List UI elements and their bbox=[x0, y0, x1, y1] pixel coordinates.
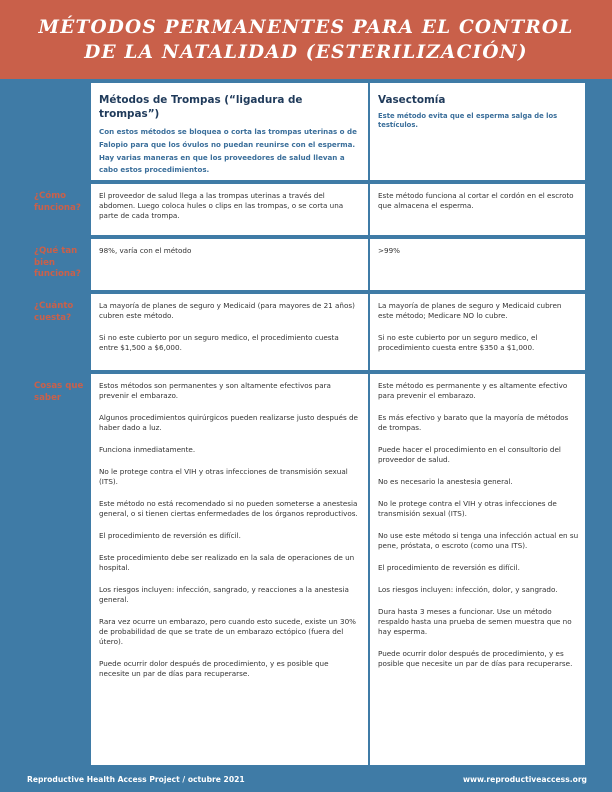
row-label-things-to-know bbox=[28, 374, 91, 765]
cell-text: El procedimiento de reversión es difícil. bbox=[378, 563, 520, 572]
cell-text: Rara vez ocurre un embarazo, pero cuando esto sucede, existe un 30% de probabilidad de que se trate de un embarazo ectópico (fuera del útero). bbox=[99, 617, 356, 646]
footer-website[interactable]: www.reproductiveaccess.org bbox=[462, 774, 587, 784]
cell-text: No use este método si tenga una infección actual en su pene, próstata, o escroto (como una ITS). bbox=[378, 531, 579, 550]
cell-text: Funciona inmediatamente. bbox=[99, 445, 196, 454]
cell-text: El proveedor de salud llega a las trompas uterinas a través del abdomen. Luego coloca hules o clips en las trompas, o se corta una parte de cada trompa. bbox=[99, 191, 344, 220]
cell-text: Puede hacer el procedimiento en el consultorio del proveedor de salud. bbox=[378, 445, 561, 464]
cell-text: No es necesario la anestesia general. bbox=[378, 477, 513, 486]
row-label-cost bbox=[28, 294, 91, 374]
row-label: Cosas que saber bbox=[34, 381, 84, 403]
cell-text: Puede ocurrir dolor después de procedimiento, y es posible que necesite un par de días para recuperarse. bbox=[378, 649, 573, 668]
vasectomy-heading: Vasectomía bbox=[378, 94, 446, 106]
cell-text: 98%, varía con el método bbox=[99, 246, 192, 255]
cell-text: Si no este cubierto por un seguro medico, el procedimiento cuesta entre $1,500 a $6,000. bbox=[99, 333, 339, 352]
title-line-1: MÉTODOS PERMANENTES PARA EL CONTROL bbox=[38, 16, 574, 38]
cell-text: Los riesgos incluyen: infección, sangrado, y reacciones a la anestesia general. bbox=[99, 585, 349, 604]
cell-text: Puede ocurrir dolor después de procedimiento, y es posible que necesite un par de días para recuperarse. bbox=[99, 659, 329, 678]
title-line-2: DE LA NATALIDAD (ESTERILIZACIÓN) bbox=[84, 41, 528, 63]
tubal-description: Con estos métodos se bloquea o corta las trompas uterinas o de Falopio para que los óvulos no puedan reunirse con el esperma. Hay varias maneras en que los proveedores de salud llevan a cabo estos procedimientos. bbox=[99, 127, 357, 175]
row-label: ¿Qué tan bien funciona? bbox=[34, 246, 81, 279]
row-label-how bbox=[28, 184, 91, 239]
cell-how-tubal bbox=[91, 184, 370, 239]
cell-text: Estos métodos son permanentes y son altamente efectivos para prevenir el embarazo. bbox=[99, 381, 331, 400]
cell-text: >99% bbox=[378, 246, 400, 255]
cell-text: No le protege contra el VIH y otras infecciones de transmisión sexual (ITS). bbox=[378, 499, 557, 518]
cell-text: Es más efectivo y barato que la mayoría de métodos de trompas. bbox=[378, 413, 569, 432]
cell-things-tubal bbox=[91, 374, 370, 765]
row-label: ¿Cuánto cuesta? bbox=[34, 301, 74, 323]
title-banner bbox=[0, 0, 612, 79]
cell-text: La mayoría de planes de seguro y Medicaid cubren este método; Medicare NO lo cubre. bbox=[378, 301, 562, 320]
cell-text: Algunos procedimientos quirúrgicos pueden realizarse justo después de haber dado a luz. bbox=[99, 413, 358, 432]
cell-text: Este método funciona al cortar el cordón en el escroto que almacena el esperma. bbox=[378, 191, 574, 210]
cell-things-vasectomy bbox=[370, 374, 585, 765]
cell-text: Este método es permanente y es altamente efectivo para prevenir el embarazo. bbox=[378, 381, 568, 400]
cell-text: Este procedimiento debe ser realizado en la sala de operaciones de un hospital. bbox=[99, 553, 355, 572]
cell-how-vasectomy bbox=[370, 184, 585, 239]
comparison-table bbox=[28, 83, 585, 765]
cell-text: Este método no está recomendado si no pueden someterse a anestesia general, o si tienen ciertas enfermedades de los órganos reproductivos. bbox=[99, 499, 358, 518]
header-vasectomy bbox=[370, 83, 585, 184]
cell-effectiveness-vasectomy bbox=[370, 239, 585, 294]
header-tubal bbox=[91, 83, 370, 184]
footer bbox=[27, 772, 587, 786]
header-corner bbox=[28, 83, 91, 184]
cell-text: Los riesgos incluyen: infección, dolor, y sangrado. bbox=[378, 585, 558, 594]
cell-text: No le protege contra el VIH y otras infecciones de transmisión sexual (ITS). bbox=[99, 467, 348, 486]
cell-cost-tubal bbox=[91, 294, 370, 374]
cell-text: La mayoría de planes de seguro y Medicaid (para mayores de 21 años) cubren este método. bbox=[99, 301, 355, 320]
cell-effectiveness-tubal bbox=[91, 239, 370, 294]
row-label: ¿Cómo funciona? bbox=[34, 191, 81, 213]
cell-text: Dura hasta 3 meses a funcionar. Use un método respaldo hasta una prueba de semen muestra que no hay esperma. bbox=[378, 607, 572, 636]
cell-text: El procedimiento de reversión es difícil. bbox=[99, 531, 241, 540]
row-label-effectiveness bbox=[28, 239, 91, 294]
cell-text: Si no este cubierto por un seguro medico, el procedimiento cuesta entre $350 a $1,000. bbox=[378, 333, 538, 352]
tubal-heading: Métodos de Trompas (“ligadura de trompas”) bbox=[99, 94, 303, 120]
footer-credit: Reproductive Health Access Project / octubre 2021 bbox=[27, 774, 245, 784]
cell-cost-vasectomy bbox=[370, 294, 585, 374]
vasectomy-description: Este método evita que el esperma salga de los testículos. bbox=[378, 112, 558, 129]
